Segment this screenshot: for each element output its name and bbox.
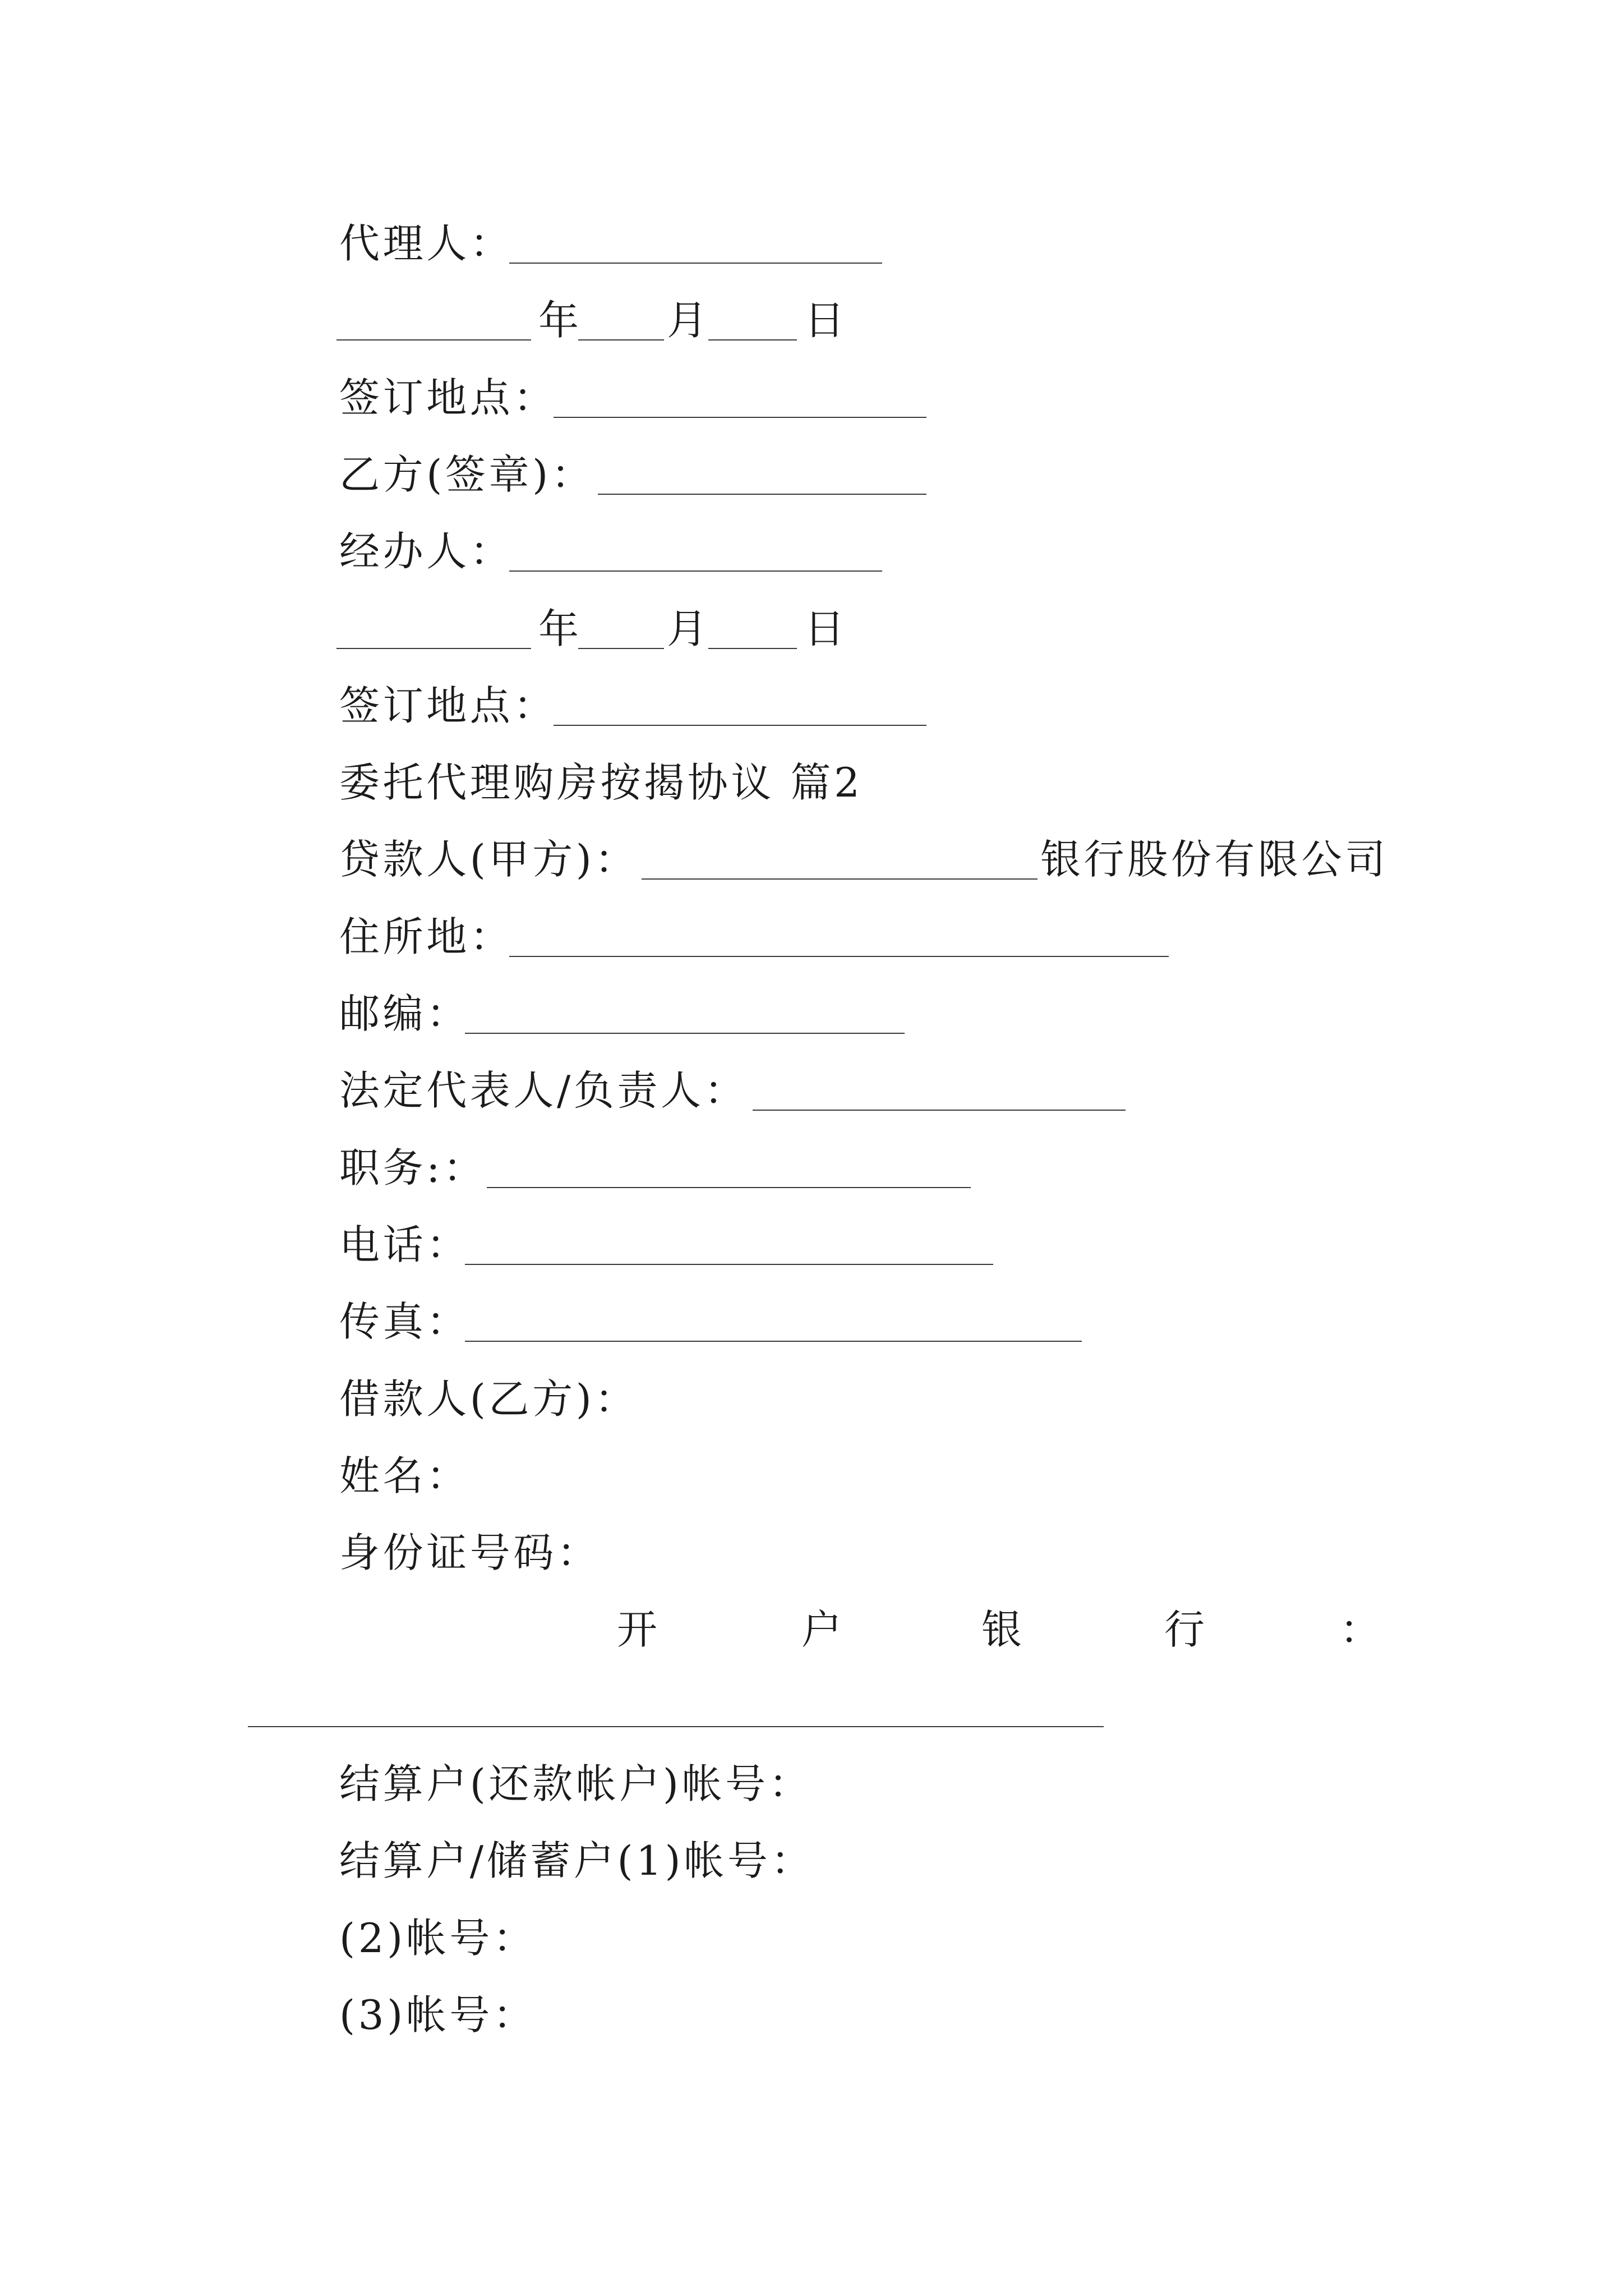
account-3-label: (3)帐号：: [339, 1991, 537, 2039]
blank-line: [465, 1264, 993, 1265]
account-2-label: (2)帐号：: [339, 1915, 537, 1962]
blank-line: [248, 1726, 1104, 1727]
agent-sign-place-row: [0, 370, 1623, 426]
settlement-account-label: 结算户(还款帐户)帐号：: [339, 1760, 813, 1807]
lender-row: [0, 831, 1623, 887]
day-mark: 日: [804, 297, 848, 344]
section-heading: 委托代理购房按揭协议 篇2: [339, 759, 863, 806]
agent-date-row: [0, 292, 1623, 348]
day-mark: 日: [804, 605, 848, 652]
postcode-row: [0, 986, 1623, 1042]
blank-line: [465, 1033, 905, 1034]
handler-row: [0, 523, 1623, 579]
address-row: [0, 909, 1623, 965]
blank-line: [554, 725, 926, 726]
account-2-row: [0, 1910, 1623, 1966]
opening-bank-char: 行: [1164, 1606, 1208, 1653]
blank-line: [509, 956, 1169, 957]
borrower-label: 借款人(乙方)：: [339, 1375, 638, 1423]
blank-line: [578, 648, 664, 649]
position-row: [0, 1140, 1623, 1196]
settlement-account-row: [0, 1756, 1623, 1812]
account-3-row: [0, 1987, 1623, 2043]
opening-bank-char: 户: [801, 1606, 845, 1653]
bank-suffix: 银行股份有限公司: [1040, 836, 1389, 883]
legal-rep-label: 法定代表人/负责人：: [339, 1067, 748, 1114]
opening-bank-row: [0, 1602, 1623, 1658]
party-b-sign-place-row: [0, 678, 1623, 734]
heading-row: [0, 754, 1623, 811]
blank-line: [336, 648, 531, 649]
name-row: [0, 1448, 1623, 1504]
party-b-date-row: [0, 601, 1623, 657]
name-label: 姓名：: [339, 1452, 470, 1499]
blank-line: [708, 339, 797, 341]
blank-line: [753, 1110, 1126, 1111]
fax-row: [0, 1294, 1623, 1350]
year-mark: 年: [538, 297, 582, 344]
sign-place-label: 签订地点：: [339, 374, 557, 421]
blank-line: [336, 339, 531, 341]
savings-account-1-row: [0, 1833, 1623, 1889]
handler-label: 经办人：: [339, 528, 514, 575]
agent-label: 代理人：: [339, 220, 514, 267]
borrower-row: [0, 1371, 1623, 1427]
sign-place-label: 签订地点：: [339, 682, 557, 729]
phone-label: 电话：: [339, 1221, 470, 1268]
phone-row: [0, 1217, 1623, 1273]
year-mark: 年: [538, 605, 582, 652]
blank-line: [509, 570, 882, 572]
blank-line: [578, 339, 664, 341]
blank-line: [708, 648, 797, 649]
lender-label: 贷款人(甲方)：: [339, 836, 638, 883]
party-b-label: 乙方(签章)：: [339, 451, 595, 498]
blank-line: [509, 263, 882, 264]
blank-line: [642, 878, 1038, 880]
postcode-label: 邮编：: [339, 990, 470, 1037]
id-number-label: 身份证号码：: [339, 1529, 601, 1576]
fax-label: 传真：: [339, 1298, 470, 1345]
month-mark: 月: [667, 297, 711, 344]
savings-account-1-label: 结算户/储蓄户(1)帐号：: [339, 1837, 815, 1884]
month-mark: 月: [667, 605, 711, 652]
blank-line: [487, 1187, 971, 1188]
blank-line: [554, 417, 926, 418]
opening-bank-char: 开: [617, 1606, 661, 1653]
id-number-row: [0, 1525, 1623, 1581]
opening-bank-colon: ：: [1340, 1606, 1384, 1653]
blank-line: [465, 1341, 1082, 1342]
agent-row: [0, 215, 1623, 272]
address-label: 住所地：: [339, 913, 514, 960]
blank-line: [598, 494, 926, 495]
legal-rep-row: [0, 1062, 1623, 1119]
opening-bank-char: 银: [981, 1606, 1025, 1653]
opening-bank-blank-row: [0, 1679, 1623, 1735]
party-b-row: [0, 447, 1623, 503]
position-label: 职务:：: [339, 1144, 487, 1191]
